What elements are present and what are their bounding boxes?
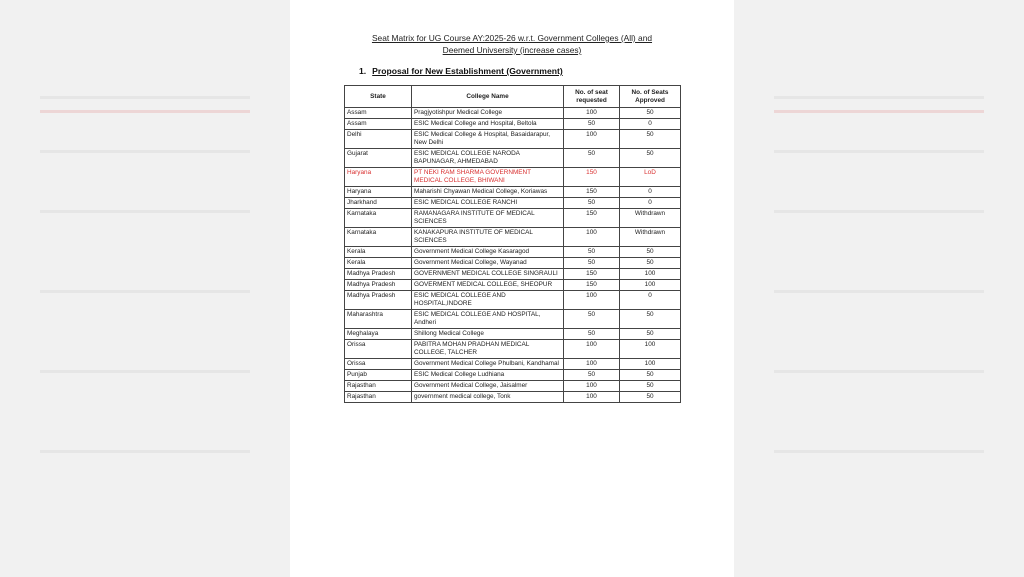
table-row [345,228,681,247]
cell-seats-approved: 50 [620,149,681,168]
cell-college-name: ESIC MEDICAL COLLEGE AND HOSPITAL, Andheri [412,310,564,329]
cell-seats-approved: 50 [620,392,681,403]
cell-state: Assam [345,119,412,130]
table-row [345,392,681,403]
cell-seats-approved: 50 [620,381,681,392]
section-heading [359,66,563,76]
cell-seats-requested: 100 [564,392,620,403]
cell-seats-approved: 100 [620,359,681,370]
cell-seats-approved: 0 [620,291,681,310]
table-row [345,329,681,340]
cell-seats-approved: 100 [620,280,681,291]
cell-seats-approved: 50 [620,258,681,269]
table-row [345,119,681,130]
cell-college-name: ESIC Medical College & Hospital, Basaidarapur, New Delhi [412,130,564,149]
table-row [345,258,681,269]
cell-college-name: ESIC Medical College and Hospital, Beltola [412,119,564,130]
cell-college-name: Government Medical College Phulbani, Kandhamal [412,359,564,370]
section-number: 1. [359,66,367,76]
cell-college-name: Government Medical College, Wayanad [412,258,564,269]
cell-seats-approved: 0 [620,187,681,198]
title-line-2: Deemed Univsersity (increase cases) [442,45,582,55]
cell-seats-approved: 50 [620,329,681,340]
cell-state: Orissa [345,359,412,370]
cell-seats-requested: 50 [564,149,620,168]
cell-seats-requested: 50 [564,329,620,340]
seat-matrix-table [344,85,681,403]
cell-seats-requested: 150 [564,269,620,280]
cell-state: Maharashtra [345,310,412,329]
cell-seats-requested: 100 [564,359,620,370]
table-row [345,247,681,258]
header-seats-approved: No. of Seats Approved [620,86,681,108]
cell-seats-approved: Withdrawn [620,209,681,228]
cell-college-name: ESIC MEDICAL COLLEGE AND HOSPITAL,INDORE [412,291,564,310]
table-row [345,130,681,149]
document-title [290,32,734,56]
cell-college-name: Pragjyotishpur Medical College [412,108,564,119]
cell-college-name: PABITRA MOHAN PRADHAN MEDICAL COLLEGE, TALCHER [412,340,564,359]
cell-college-name: GOVERNMENT MEDICAL COLLEGE SINGRAULI [412,269,564,280]
cell-state: Gujarat [345,149,412,168]
cell-college-name: Government Medical College, Jaisalmer [412,381,564,392]
table-header-row [345,86,681,108]
cell-seats-requested: 100 [564,381,620,392]
table-row [345,359,681,370]
cell-seats-approved: LoD [620,168,681,187]
header-seats-requested: No. of seat requested [564,86,620,108]
cell-state: Madhya Pradesh [345,280,412,291]
table-row [345,340,681,359]
cell-seats-requested: 150 [564,168,620,187]
cell-state: Rajasthan [345,392,412,403]
cell-seats-approved: 100 [620,269,681,280]
cell-seats-requested: 50 [564,198,620,209]
cell-seats-requested: 150 [564,280,620,291]
cell-state: Kerala [345,247,412,258]
cell-college-name: Maharishi Chyawan Medical College, Koriawas [412,187,564,198]
cell-seats-approved: 50 [620,370,681,381]
cell-seats-requested: 50 [564,247,620,258]
cell-college-name: Government Medical College Kasaragod [412,247,564,258]
cell-state: Punjab [345,370,412,381]
cell-seats-approved: 50 [620,310,681,329]
table-row [345,291,681,310]
table-row [345,209,681,228]
title-line-1: Seat Matrix for UG Course AY:2025-26 w.r.t. Government Colleges (All) and [371,33,653,43]
cell-state: Orissa [345,340,412,359]
cell-state: Karnataka [345,209,412,228]
cell-seats-requested: 100 [564,340,620,359]
cell-seats-requested: 100 [564,130,620,149]
cell-college-name: Shillong Medical College [412,329,564,340]
header-college-name: College Name [412,86,564,108]
table-row [345,269,681,280]
cell-college-name: ESIC Medical College Ludhiana [412,370,564,381]
cell-seats-requested: 50 [564,258,620,269]
cell-college-name: RAMANAGARA INSTITUTE OF MEDICAL SCIENCES [412,209,564,228]
blurred-background-left [0,0,290,577]
cell-college-name: ESIC MEDICAL COLLEGE RANCHI [412,198,564,209]
table-row [345,198,681,209]
cell-state: Karnataka [345,228,412,247]
table-row [345,310,681,329]
cell-seats-requested: 150 [564,209,620,228]
cell-college-name: KANAKAPURA INSTITUTE OF MEDICAL SCIENCES [412,228,564,247]
table-row [345,187,681,198]
cell-seats-requested: 50 [564,119,620,130]
cell-state: Kerala [345,258,412,269]
blurred-background-right [734,0,1024,577]
cell-seats-approved: 50 [620,108,681,119]
header-state: State [345,86,412,108]
table-row [345,168,681,187]
cell-state: Meghalaya [345,329,412,340]
cell-seats-approved: 50 [620,130,681,149]
cell-seats-requested: 100 [564,291,620,310]
table-row [345,381,681,392]
cell-seats-requested: 150 [564,187,620,198]
cell-state: Jharkhand [345,198,412,209]
cell-state: Haryana [345,187,412,198]
table-row [345,370,681,381]
cell-seats-approved: Withdrawn [620,228,681,247]
cell-seats-approved: 0 [620,119,681,130]
section-title: Proposal for New Establishment (Government) [372,66,563,76]
cell-seats-approved: 0 [620,198,681,209]
cell-college-name: GOVERMENT MEDICAL COLLEGE, SHEOPUR [412,280,564,291]
cell-state: Madhya Pradesh [345,291,412,310]
table-row [345,108,681,119]
cell-state: Delhi [345,130,412,149]
cell-seats-approved: 100 [620,340,681,359]
cell-state: Assam [345,108,412,119]
cell-college-name: PT NEKI RAM SHARMA GOVERNMENT MEDICAL COLLEGE, BHIWANI [412,168,564,187]
cell-state: Rajasthan [345,381,412,392]
table-row [345,280,681,291]
cell-seats-approved: 50 [620,247,681,258]
cell-state: Haryana [345,168,412,187]
cell-seats-requested: 50 [564,310,620,329]
cell-college-name: ESIC MEDICAL COLLEGE NARODA BAPUNAGAR, AHMEDABAD [412,149,564,168]
cell-seats-requested: 100 [564,108,620,119]
document-page [290,0,734,577]
cell-seats-requested: 100 [564,228,620,247]
cell-seats-requested: 50 [564,370,620,381]
table-row [345,149,681,168]
cell-college-name: government medical college, Tonk [412,392,564,403]
cell-state: Madhya Pradesh [345,269,412,280]
